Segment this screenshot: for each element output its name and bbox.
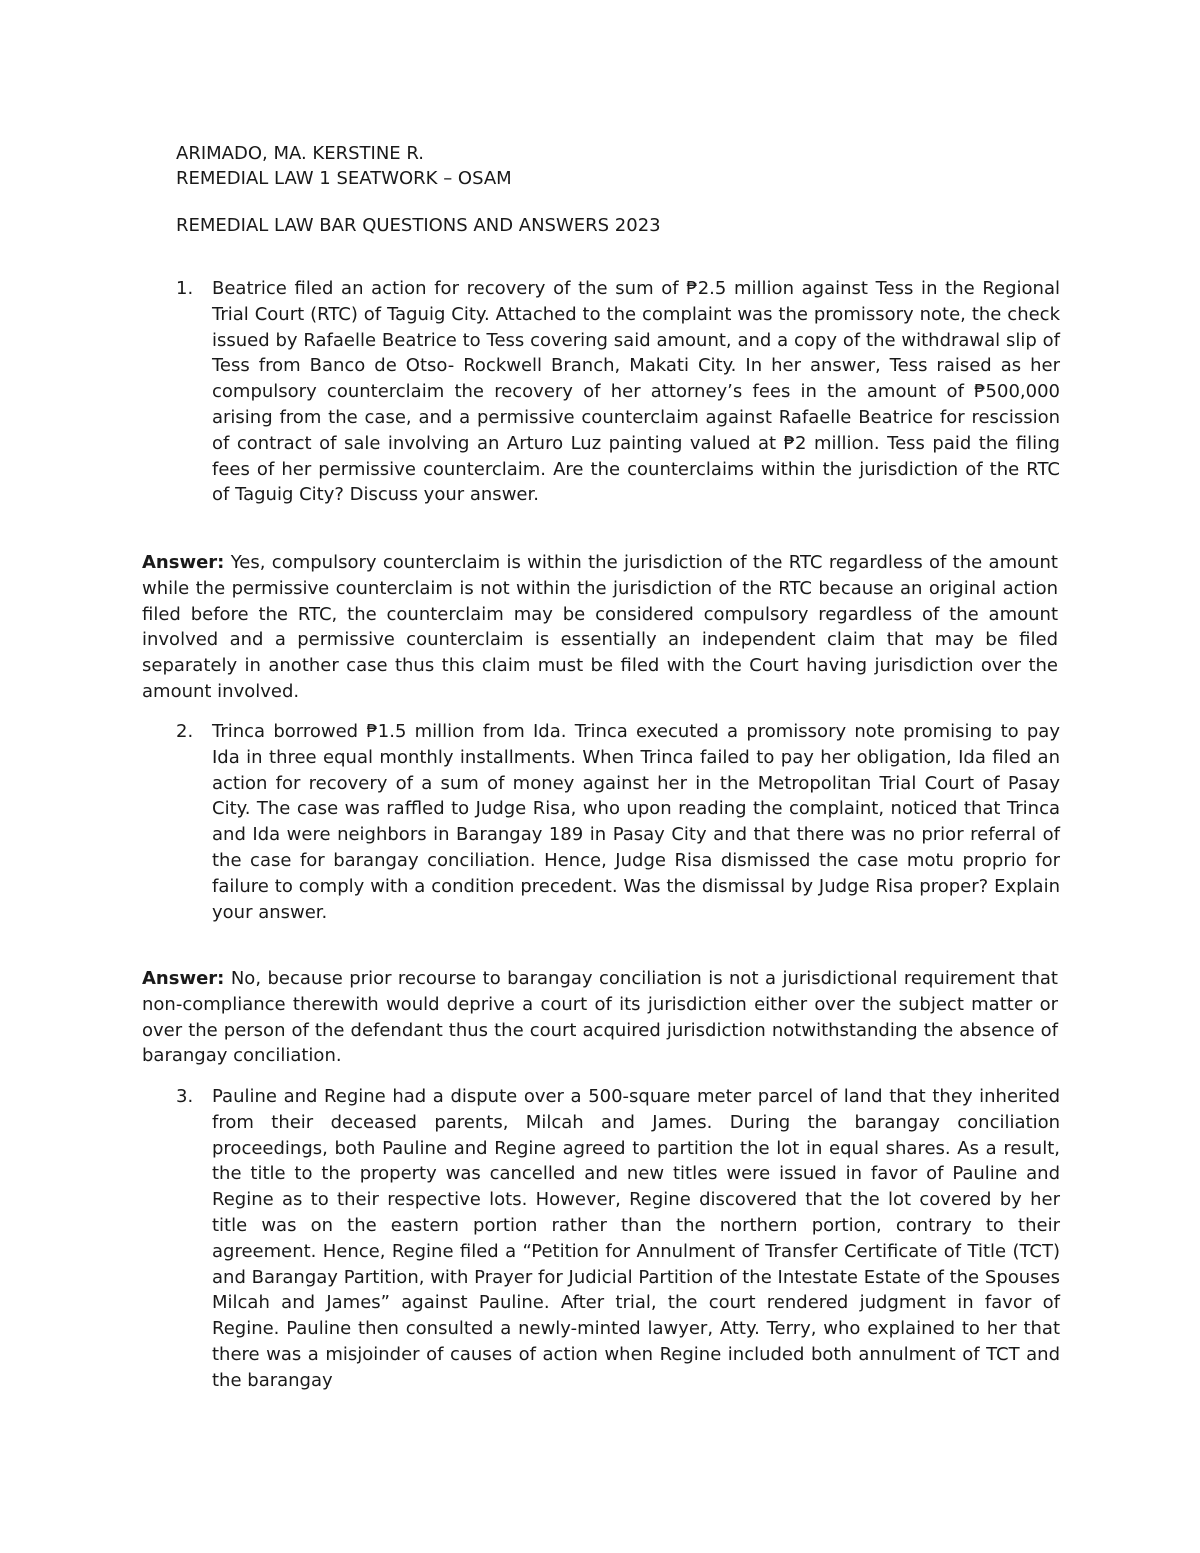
- question-1: [176, 276, 1060, 508]
- student-name: ARIMADO, MA. KERSTINE R.: [176, 143, 424, 164]
- question-number: 1.: [176, 278, 194, 299]
- question-2: [176, 719, 1060, 925]
- course-title: REMEDIAL LAW 1 SEATWORK – OSAM: [176, 168, 512, 189]
- document-title: REMEDIAL LAW BAR QUESTIONS AND ANSWERS 2023: [176, 215, 661, 236]
- answer-label: Answer:: [142, 968, 225, 989]
- answer-1: [142, 550, 1058, 705]
- question-number: 3.: [176, 1086, 194, 1107]
- answer-label: Answer:: [142, 552, 225, 573]
- question-text: Trinca borrowed ₱1.5 million from Ida. Trinca executed a promissory note promising to pay Ida in three equal monthly installments. When Trinca failed to pay her obligation, Ida filed an action for recovery of a sum of money against her in the Metropolitan Trial Court of Pasay City. The case was raffled to Judge Risa, who upon reading the complaint, noticed that Trinca and Ida were neighbors in Barangay 189 in Pasay City and that there was no prior referral of the case for barangay conciliation. Hence, Judge Risa dismissed the case motu proprio for failure to comply with a condition precedent. Was the dismissal by Judge Risa proper? Explain your answer.: [212, 721, 1060, 923]
- answer-text: No, because prior recourse to barangay conciliation is not a jurisdictional requirement that non-compliance therewith would deprive a court of its jurisdiction either over the subject matter or over the person of the defendant thus the court acquired jurisdiction notwithstanding the absence of barangay conciliation.: [142, 968, 1058, 1067]
- question-3: [176, 1084, 1060, 1394]
- answer-text: Yes, compulsory counterclaim is within the jurisdiction of the RTC regardless of the amount while the permissive counterclaim is not within the jurisdiction of the RTC because an original action filed before the RTC, the counterclaim may be considered compulsory regardless of the amount involved and a permissive counterclaim is essentially an independent claim that may be filed separately in another case thus this claim must be filed with the Court having jurisdiction over the amount involved.: [142, 552, 1058, 702]
- answer-2: [142, 966, 1058, 1069]
- question-number: 2.: [176, 721, 194, 742]
- question-text: Beatrice filed an action for recovery of the sum of ₱2.5 million against Tess in the Regional Trial Court (RTC) of Taguig City. Attached to the complaint was the promissory note, the check issued by Rafaelle Beatrice to Tess covering said amount, and a copy of the withdrawal slip of Tess from Banco de Otso- Rockwell Branch, Makati City. In her answer, Tess raised as her compulsory counterclaim the recovery of her attorney’s fees in the amount of ₱500,000 arising from the case, and a permissive counterclaim against Rafaelle Beatrice for rescission of contract of sale involving an Arturo Luz painting valued at ₱2 million. Tess paid the filing fees of her permissive counterclaim. Are the counterclaims within the jurisdiction of the RTC of Taguig City? Discuss your answer.: [212, 278, 1060, 506]
- question-text: Pauline and Regine had a dispute over a 500-square meter parcel of land that they inherited from their deceased parents, Milcah and James. During the barangay conciliation proceedings, both Pauline and Regine agreed to partition the lot in equal shares. As a result, the title to the property was cancelled and new titles were issued in favor of Pauline and Regine as to their respective lots. However, Regine discovered that the lot covered by her title was on the eastern portion rather than the northern portion, contrary to their agreement. Hence, Regine filed a “Petition for Annulment of Transfer Certificate of Title (TCT) and Barangay Partition, with Prayer for Judicial Partition of the Intestate Estate of the Spouses Milcah and James” against Pauline. After trial, the court rendered judgment in favor of Regine. Pauline then consulted a newly-minted lawyer, Atty. Terry, who explained to her that there was a misjoinder of causes of action when Regine included both annulment of TCT and the barangay: [212, 1086, 1060, 1391]
